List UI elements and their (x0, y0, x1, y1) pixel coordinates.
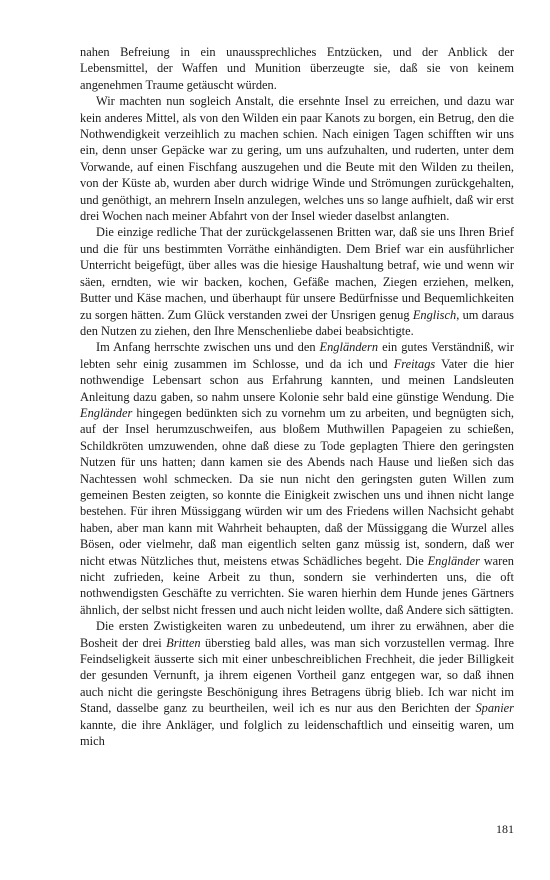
text-segment: hingegen bedünkten sich zu vornehm um zu arbeiten, und begnügten sich, auf der Insel herumzuschweifen, aus bloßem Muthwillen Papageien zu schießen, Schildkröten umzuwenden, ohne daß diese zu Tode geplagten Thiere den geringsten Nutzen für uns hatten; dann kamen sie des Abends nach Hause und ließen sich das Nachtessen wohl schmecken. Da sie nun nicht den geringsten guten Willen zum gemeinen Besten zeigten, so konnte die Einigkeit zwischen uns und ihnen nicht lange bestehen. Für ihren Müssiggang würden wir um des Friedens willen Nachsicht gehabt haben, aber man kann mit Wahrheit behaupten, daß der Müssiggang die Wurzel alles Bösen, oder vielmehr, daß man eigentlich selten ganz müssig ist, sondern, daß wer nicht etwas Nützliches thut, meistens etwas Schädliches begeht. Die (80, 405, 514, 568)
paragraph-2 (80, 93, 514, 224)
text-segment: Vater die hier nothwendige Lebensart schon aus Erfahrung kannten, und meinen Landsleuten Anleitung dazu gaben, so nahm unsere Kolonie sehr bald eine günstige Wendung. Die (80, 356, 514, 404)
italic-text-segment: Freitags (393, 356, 436, 371)
paragraph-4 (80, 339, 514, 618)
paragraph-5 (80, 618, 514, 749)
paragraph-3 (80, 224, 514, 339)
italic-text-segment: Engländer (427, 553, 480, 568)
italic-text-segment: Britten (166, 635, 201, 650)
book-page-body (80, 44, 514, 749)
text-segment: Die ersten Zwistigkeiten waren zu unbedeutend, um ihrer zu erwähnen, aber die Bosheit der drei (80, 619, 514, 650)
page-number: 181 (496, 822, 514, 836)
italic-text-segment: Engländer (80, 405, 133, 420)
italic-text-segment: Spanier (475, 701, 514, 716)
text-segment: , um daraus den Nutzen zu ziehen, den Ihre Menschenliebe dabei beabsichtigte. (80, 307, 515, 338)
text-segment: ein gutes Verständniß, wir lebten sehr einig zusammen im Schlosse, und da ich und (80, 340, 514, 371)
text-segment: Im Anfang herrschte zwischen uns und den (96, 340, 320, 355)
text-segment: nahen Befreiung in ein unaussprechliches Entzücken, und der Anblick der Lebensmittel, der Waffen und Munition überzeugte sie, daß sie von keinem angenehmen Traume getäuscht würden. (80, 45, 514, 92)
text-segment: Wir machten nun sogleich Anstalt, die ersehnte Insel zu erreichen, und dazu war kein anderes Mittel, als von den Wilden ein paar Kanots zu borgen, ein Betrug, den die Nothwendigkeit verzeihlich zu machen schien. Nach einigen Tagen schifften wir uns ein, denn unser Gepäcke war zu gering, um uns aufzuhalten, und ruderten, unter dem Vorwande, auf einen Fischfang auszugehen und die Beute mit den Wilden zu theilen, von der Küste ab, wurden aber durch widrige Winde und Strömungen zurückgehalten, und genöthigt, an mehrern Inseln anzulegen, welches uns so lange aufhielt, daß wir erst drei Wochen nach meiner Abfahrt von der Insel wieder daselbst anlangten. (80, 94, 514, 224)
text-segment: Die einzige redliche That der zurückgelassenen Britten war, daß sie uns Ihren Brief und die für uns bestimmten Vorräthe einhändigten. Dem Brief war ein ausführlicher Unterricht beigefügt, über alles was die hiesige Haushaltung betraf, wie und wenn wir säen, erndten, wie wir backen, kochen, Gefäße machen, Ziegen erziehen, melken, Butter und Käse machen, und überhaupt für unsere Bedürfnisse und Bequemlichkeiten zu sorgen hätten. Zum Glück verstanden zwei der Unsrigen genug (80, 225, 514, 322)
paragraph-1 (80, 44, 514, 93)
text-segment: kannte, die ihre Ankläger, und folglich zu leidenschaftlich und einseitig waren, um mich (80, 717, 514, 749)
italic-text-segment: Englisch (412, 307, 457, 322)
text-segment: waren nicht zufrieden, keine Arbeit zu thun, sondern sie verhinderten uns, die oft nothwendigsten Geschäfte zu verrichten. Sie waren hierhin dem Hunde jenes Gärtners ähnlich, der selbst nicht fressen und auch nicht leiden wollte, daß Andere sich sättigten. (80, 553, 514, 617)
italic-text-segment: Engländern (319, 340, 379, 355)
text-segment: überstieg bald alles, was man sich vorzustellen vermag. Ihre Feindseligkeit äusserte sich mit einer unbeschreiblichen Frechheit, die jeder Billigkeit der gesunden Vernunft, ja ihrem eigenen Vortheil ganz entgegen war, so daß ihnen auch nicht die geringste Beschönigung ihres Betragens übrig blieb. Ich war nicht im Stand, dasselbe ganz zu beurtheilen, weil ich es nur aus den Berichten der (80, 635, 514, 716)
